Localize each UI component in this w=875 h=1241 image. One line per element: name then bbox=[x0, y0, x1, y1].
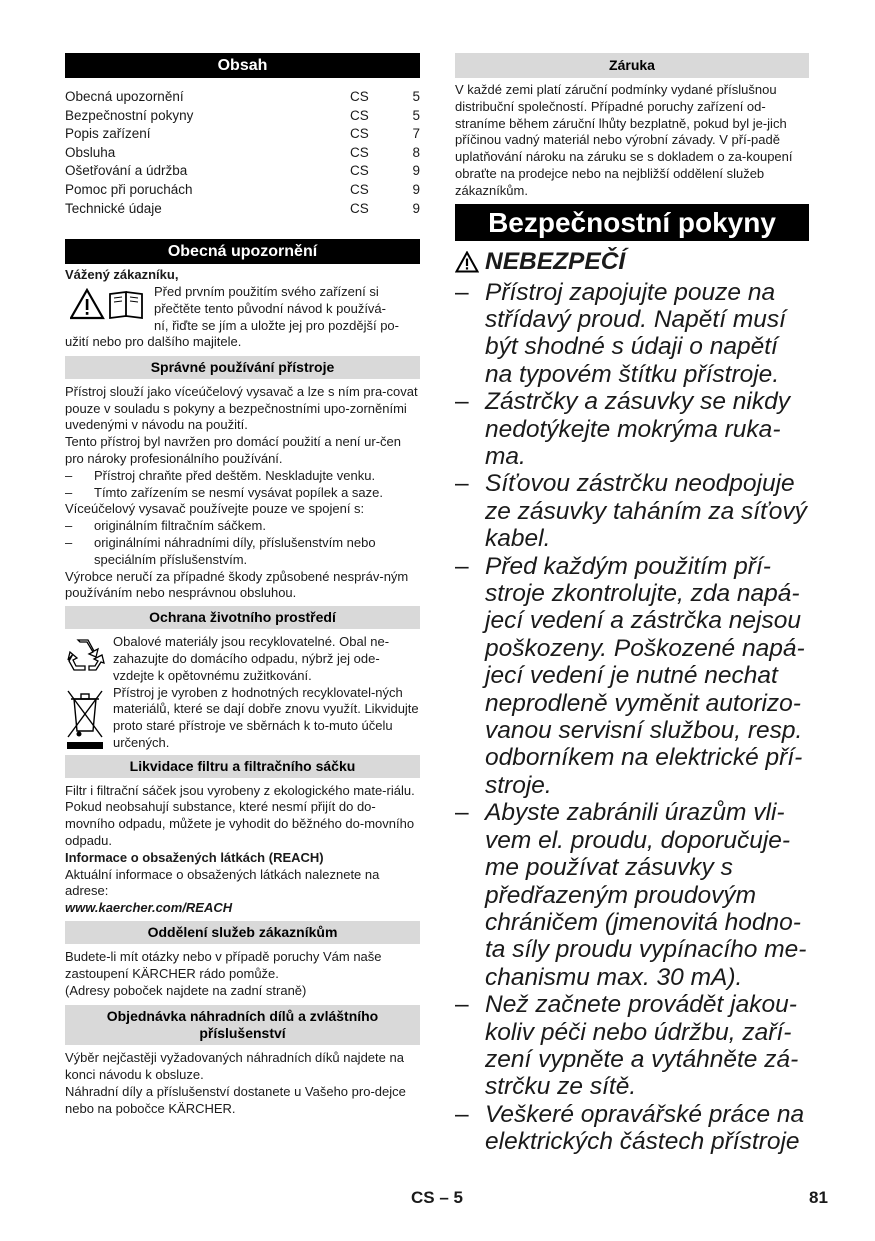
customer-service-p1: Budete-li mít otázky nebo v případě poruchy Vám naše zastoupení KÄRCHER rádo pomůže. bbox=[65, 949, 382, 981]
reach-text: Aktuální informace o obsažených látkách naleznete na adrese: bbox=[65, 866, 380, 899]
intro-line-2: přečtěte tento původní návod k používá- bbox=[154, 300, 386, 316]
customer-service-p2: (Adresy poboček najdete na zadní straně) bbox=[65, 982, 307, 998]
toc-page: 9 bbox=[412, 181, 420, 197]
toc-lang: CS bbox=[350, 181, 369, 197]
toc-lang: CS bbox=[350, 126, 369, 142]
intro-line-4: užití nebo pro dalšího majitele. bbox=[65, 333, 242, 349]
proper-use-body bbox=[65, 384, 420, 602]
environment-recycle-block bbox=[65, 634, 420, 684]
spare-parts-body bbox=[65, 1050, 420, 1117]
spare-parts-title: Objednávka náhradních dílů a zvláštního příslušenství bbox=[65, 1005, 420, 1045]
reach-url[interactable]: www.kaercher.com/REACH bbox=[65, 900, 233, 916]
safety-item-text: Veškeré opravářské práce na elektrických částech přístroje bbox=[485, 1100, 805, 1156]
footer-page-number: 81 bbox=[809, 1188, 828, 1207]
proper-use-dash-3: – originálním filtračním sáčkem. bbox=[65, 518, 420, 535]
toc-label: Pomoc při poruchách bbox=[65, 181, 193, 197]
footer-section-label: CS – 5 bbox=[411, 1188, 463, 1207]
toc-row bbox=[65, 181, 420, 200]
safety-item: – Než začnete provádět jakou-koliv péči nebo údržbu, zaří-zení vypněte a vytáhněte zá-strčku ze sítě. bbox=[455, 991, 799, 1101]
toc-lang: CS bbox=[350, 89, 369, 104]
proper-use-p2: Tento přístroj byl navržen pro domácí použití a není ur-čen pro nároky profesionálního používání. bbox=[65, 434, 402, 466]
general-title: Obecná upozornění bbox=[65, 239, 420, 264]
toc-lang: CS bbox=[350, 163, 369, 179]
toc-page: 5 bbox=[412, 107, 420, 123]
safety-item-text: Přístroj zapojujte pouze na střídavý proud. Napětí musí být shodné s údaji o napětí na typovém štítku přístroje. bbox=[485, 278, 786, 388]
safety-item: – Abyste zabránili úrazům vli-vem el. proudu, doporučuje-me používat zásuvky s předřazeným proudovým chráničem (jmenovitá hodno-ta síly proudu vypínacího me-chanismu max. 30 mA). bbox=[455, 799, 807, 991]
toc-row bbox=[65, 200, 420, 219]
toc-title: Obsah bbox=[65, 53, 420, 78]
filter-disposal-p1: Filtr i filtrační sáček jsou vyrobeny z ekologického mate-riálu. bbox=[65, 782, 415, 798]
spare-parts-p2: Náhradní díly a příslušenství dostanete u Vašeho pro-dejce nebo na pobočce KÄRCHER. bbox=[65, 1084, 406, 1116]
toc-label: Ošetřování a údržba bbox=[65, 163, 188, 179]
warranty-title: Záruka bbox=[455, 53, 809, 78]
filter-disposal-body bbox=[65, 783, 420, 917]
safety-item-text: Abyste zabránili úrazům vli-vem el. proudu, doporučuje-me používat zásuvky s předřazeným proudovým chráničem (jmenovitá hodno-ta síly proudu vypínacího me-chanismu max. 30 mA). bbox=[485, 799, 807, 991]
proper-use-dash-1: – Přístroj chraňte před deštěm. Neskladujte venku. bbox=[65, 468, 420, 485]
environment-p1: Obalové materiály jsou recyklovatelné. Obal ne-zahazujte do domácího odpadu, nýbrž jej ode-vzdejte k opětovnému zužitkování. bbox=[113, 634, 390, 683]
safety-item: – Přístroj zapojujte pouze na střídavý proud. Napětí musí být shodné s údaji o napětí na typovém štítku přístroje. bbox=[455, 278, 786, 388]
toc-page: 9 bbox=[412, 200, 420, 216]
toc-table bbox=[65, 88, 420, 218]
intro-block bbox=[65, 284, 420, 334]
proper-use-dash-4: – originálními náhradními díly, příslušenstvím nebo speciálním příslušenstvím. bbox=[65, 535, 420, 569]
toc-label: Popis zařízení bbox=[65, 126, 151, 142]
toc-page: 7 bbox=[412, 126, 420, 142]
filter-disposal-p2: Pokud neobsahují substance, které nesmí přijít do do-movního odpadu, můžete je vyhodit do běžného do-movního odpadu. bbox=[65, 799, 415, 849]
filter-disposal-title: Likvidace filtru a filtračního sáčku bbox=[65, 755, 420, 778]
toc-row bbox=[65, 162, 420, 181]
toc-row bbox=[65, 125, 420, 144]
toc-lang: CS bbox=[350, 107, 369, 123]
toc-label: Technické údaje bbox=[65, 200, 162, 216]
intro-line-1: Před prvním použitím svého zařízení si bbox=[154, 283, 379, 299]
left-column bbox=[65, 53, 420, 1118]
danger-heading bbox=[455, 247, 809, 277]
toc-row bbox=[65, 107, 420, 126]
proper-use-p3: Víceúčelový vysavač používejte pouze ve spojení s: bbox=[65, 501, 365, 517]
toc-page: 5 bbox=[412, 89, 420, 104]
safety-item: – Veškeré opravářské práce na elektrických částech přístroje bbox=[455, 1100, 805, 1156]
warning-triangle-icon bbox=[455, 251, 479, 273]
intro-line-3: ní, řiďte se jím a uložte jej pro pozdější po- bbox=[154, 317, 399, 333]
toc-lang: CS bbox=[350, 144, 369, 160]
recycling-icon bbox=[65, 636, 105, 676]
toc-lang: CS bbox=[350, 200, 369, 216]
safety-item: – Síťovou zástrčku neodpojuje ze zásuvky taháním za síťový kabel. bbox=[455, 470, 807, 553]
spare-parts-p1: Výběr nejčastěji vyžadovaných náhradních díků najdete na konci návodu k obsluze. bbox=[65, 1050, 404, 1083]
reach-title: Informace o obsažených látkách (REACH) bbox=[65, 849, 324, 865]
proper-use-title: Správné používání přístroje bbox=[65, 356, 420, 379]
warranty-text: V každé zemi platí záruční podmínky vydané příslušnou distribuční společností. Případné poruchy zařízení od-straníme během záruční lhůty bezplatně, pokud byl je-jich příčinou vadný materiál nebo výrobní závady. V pří-padě uplatňování nároku na záruku se s dokladem o za-koupení obraťte na prodejce nebo na nejbližší oddělení služeb zákazníkům. bbox=[455, 82, 793, 198]
safety-item-text: Před každým použitím pří-stroje zkontrolujte, zda napá-jecí vedení a zástrčka nejsou poškozeny. Poškozené napá-jecí vedení je nutné nechat neprodleně vyměnit autorizo-vanou servisní službou, resp. odborníkem na elektrické pří-stroje. bbox=[485, 552, 805, 799]
safety-item: – Zástrčky a zásuvky se nikdy nedotýkejte mokrýma ruka-ma. bbox=[455, 388, 790, 471]
crossed-bin-icon bbox=[65, 687, 105, 751]
safety-item-text: Síťovou zástrčku neodpojuje ze zásuvky taháním za síťový kabel. bbox=[485, 470, 807, 553]
warning-read-manual-icon bbox=[70, 288, 150, 320]
toc-label: Obecná upozornění bbox=[65, 89, 184, 104]
right-column bbox=[455, 53, 809, 1156]
toc-page: 8 bbox=[412, 144, 420, 160]
safety-item-text: Než začnete provádět jakou-koliv péči nebo údržbu, zaří-zení vypněte a vytáhněte zá-strčku ze sítě. bbox=[485, 991, 799, 1101]
safety-list bbox=[455, 279, 809, 1156]
safety-item: – Před každým použitím pří-stroje zkontrolujte, zda napá-jecí vedení a zástrčka nejsou poškozeny. Poškozené napá-jecí vedení je nutné nechat neprodleně vyměnit autorizo-vanou servisní službou, resp. odborníkem na elektrické pří-stroje. bbox=[455, 552, 805, 799]
environment-title: Ochrana životního prostředí bbox=[65, 606, 420, 629]
proper-use-dash-2: – Tímto zařízením se nesmí vysávat popílek a saze. bbox=[65, 485, 420, 502]
danger-label: NEBEZPEČÍ bbox=[485, 247, 626, 275]
toc-page: 9 bbox=[412, 163, 420, 179]
environment-weee-block bbox=[65, 685, 420, 752]
proper-use-p4: Výrobce neručí za případné škody způsobené nespráv-ným používáním nebo nesprávnou obsluhou. bbox=[65, 568, 409, 601]
safety-title: Bezpečnostní pokyny bbox=[455, 204, 809, 241]
environment-p2: Přístroj je vyroben z hodnotných recyklovatel-ných materiálů, které se dají dobře znovu využít. Likvidujte proto staré přístroje ve sběrnách k to-muto účelu určených. bbox=[113, 684, 419, 750]
toc-label: Bezpečnostní pokyny bbox=[65, 107, 194, 123]
toc-label: Obsluha bbox=[65, 144, 116, 160]
toc-row bbox=[65, 144, 420, 163]
customer-service-body bbox=[65, 949, 420, 999]
greeting: Vážený zákazníku, bbox=[65, 267, 179, 283]
safety-item-text: Zástrčky a zásuvky se nikdy nedotýkejte mokrýma ruka-ma. bbox=[485, 388, 790, 471]
proper-use-p1: Přístroj slouží jako víceúčelový vysavač a lze s ním pra-covat pouze v souladu s pokyny a bezpečnostními upo-zorněními uvedenými v návodu na použití. bbox=[65, 383, 418, 433]
customer-service-title: Oddělení služeb zákazníkům bbox=[65, 921, 420, 944]
toc-row bbox=[65, 88, 420, 107]
